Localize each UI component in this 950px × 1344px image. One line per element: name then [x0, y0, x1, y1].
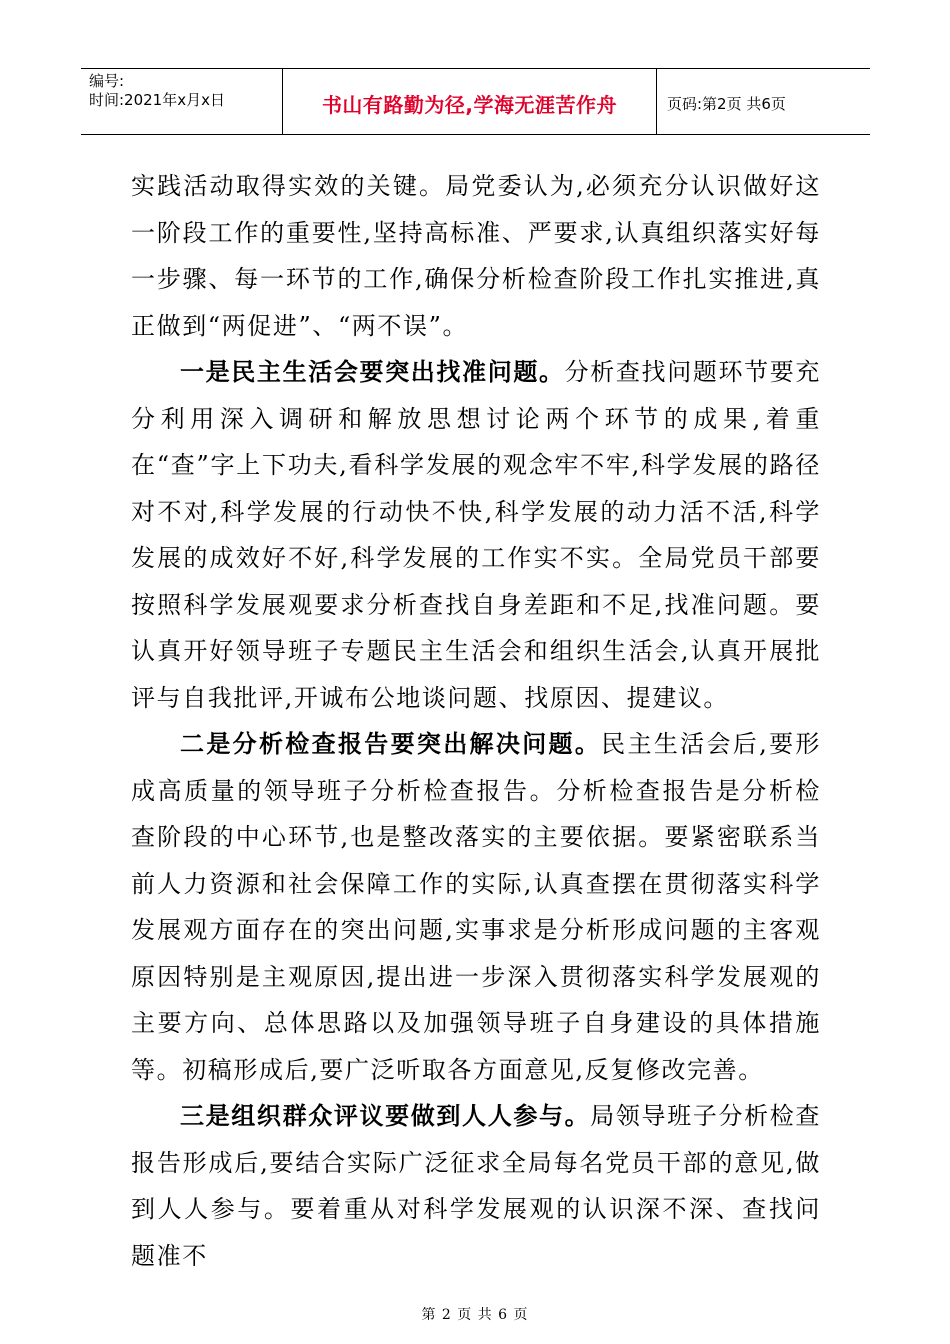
paragraph-3	[131, 1093, 821, 1279]
paragraph-1	[131, 349, 821, 721]
continuation-paragraph: 实践活动取得实效的关键。局党委认为,必须充分认识做好这一阶段工作的重要性,坚持高标准、严要求,认真组织落实好每一步骤、每一环节的工作,确保分析检查阶段工作扎实推进,真正做到“两促进”、“两不误”。	[131, 172, 821, 340]
paragraph-2	[131, 721, 821, 1093]
document-time-label: 时间:2021年x月x日	[89, 91, 225, 109]
page-code-label: 页码:第2页 共6页	[667, 95, 786, 113]
header-page-cell	[657, 69, 870, 134]
paragraph-3-lead: 三是组织群众评议要做到人人参与。	[180, 1101, 591, 1130]
motto-text: 书山有路勤为径,学海无涯苦作舟	[321, 93, 618, 117]
header-meta-cell	[81, 69, 283, 134]
document-body	[131, 163, 821, 1279]
footer-page-number: 第 2 页 共 6 页	[421, 1307, 529, 1323]
paragraph-2-lead: 二是分析检查报告要突出解决问题。	[180, 729, 602, 758]
header-motto-cell	[283, 69, 657, 134]
paragraph-1-lead: 一是民主生活会要突出找准问题。	[180, 357, 565, 386]
document-number-label: 编号:	[89, 72, 125, 90]
page-footer	[0, 1304, 950, 1324]
paragraph-1-text: 分析查找问题环节要充分利用深入调研和解放思想讨论两个环节的成果,着重在“查”字上下功夫,看科学发展的观念牢不牢,科学发展的路径对不对,科学发展的行动快不快,科学发展的动力活不活,科学发展的成效好不好,科学发展的工作实不实。全局党员干部要按照科学发展观要求分析查找自身差距和不足,找准问题。要认真开好领导班子专题民主生活会和组织生活会,认真开展批评与自我批评,开诚布公地谈问题、找原因、提建议。	[131, 358, 821, 712]
paragraph-3-text: 局领导班子分析检查报告形成后,要结合实际广泛征求全局每名党员干部的意见,做到人人参与。要着重从对科学发展观的认识深不深、查找问题准不	[131, 1102, 821, 1270]
paragraph-2-text: 民主生活会后,要形成高质量的领导班子分析检查报告。分析检查报告是分析检查阶段的中心环节,也是整改落实的主要依据。要紧密联系当前人力资源和社会保障工作的实际,认真查摆在贯彻落实科学发展观方面存在的突出问题,实事求是分析形成问题的主客观原因特别是主观原因,提出进一步深入贯彻落实科学发展观的主要方向、总体思路以及加强领导班子自身建设的具体措施等。初稿形成后,要广泛听取各方面意见,反复修改完善。	[131, 730, 821, 1084]
document-header	[81, 68, 870, 135]
